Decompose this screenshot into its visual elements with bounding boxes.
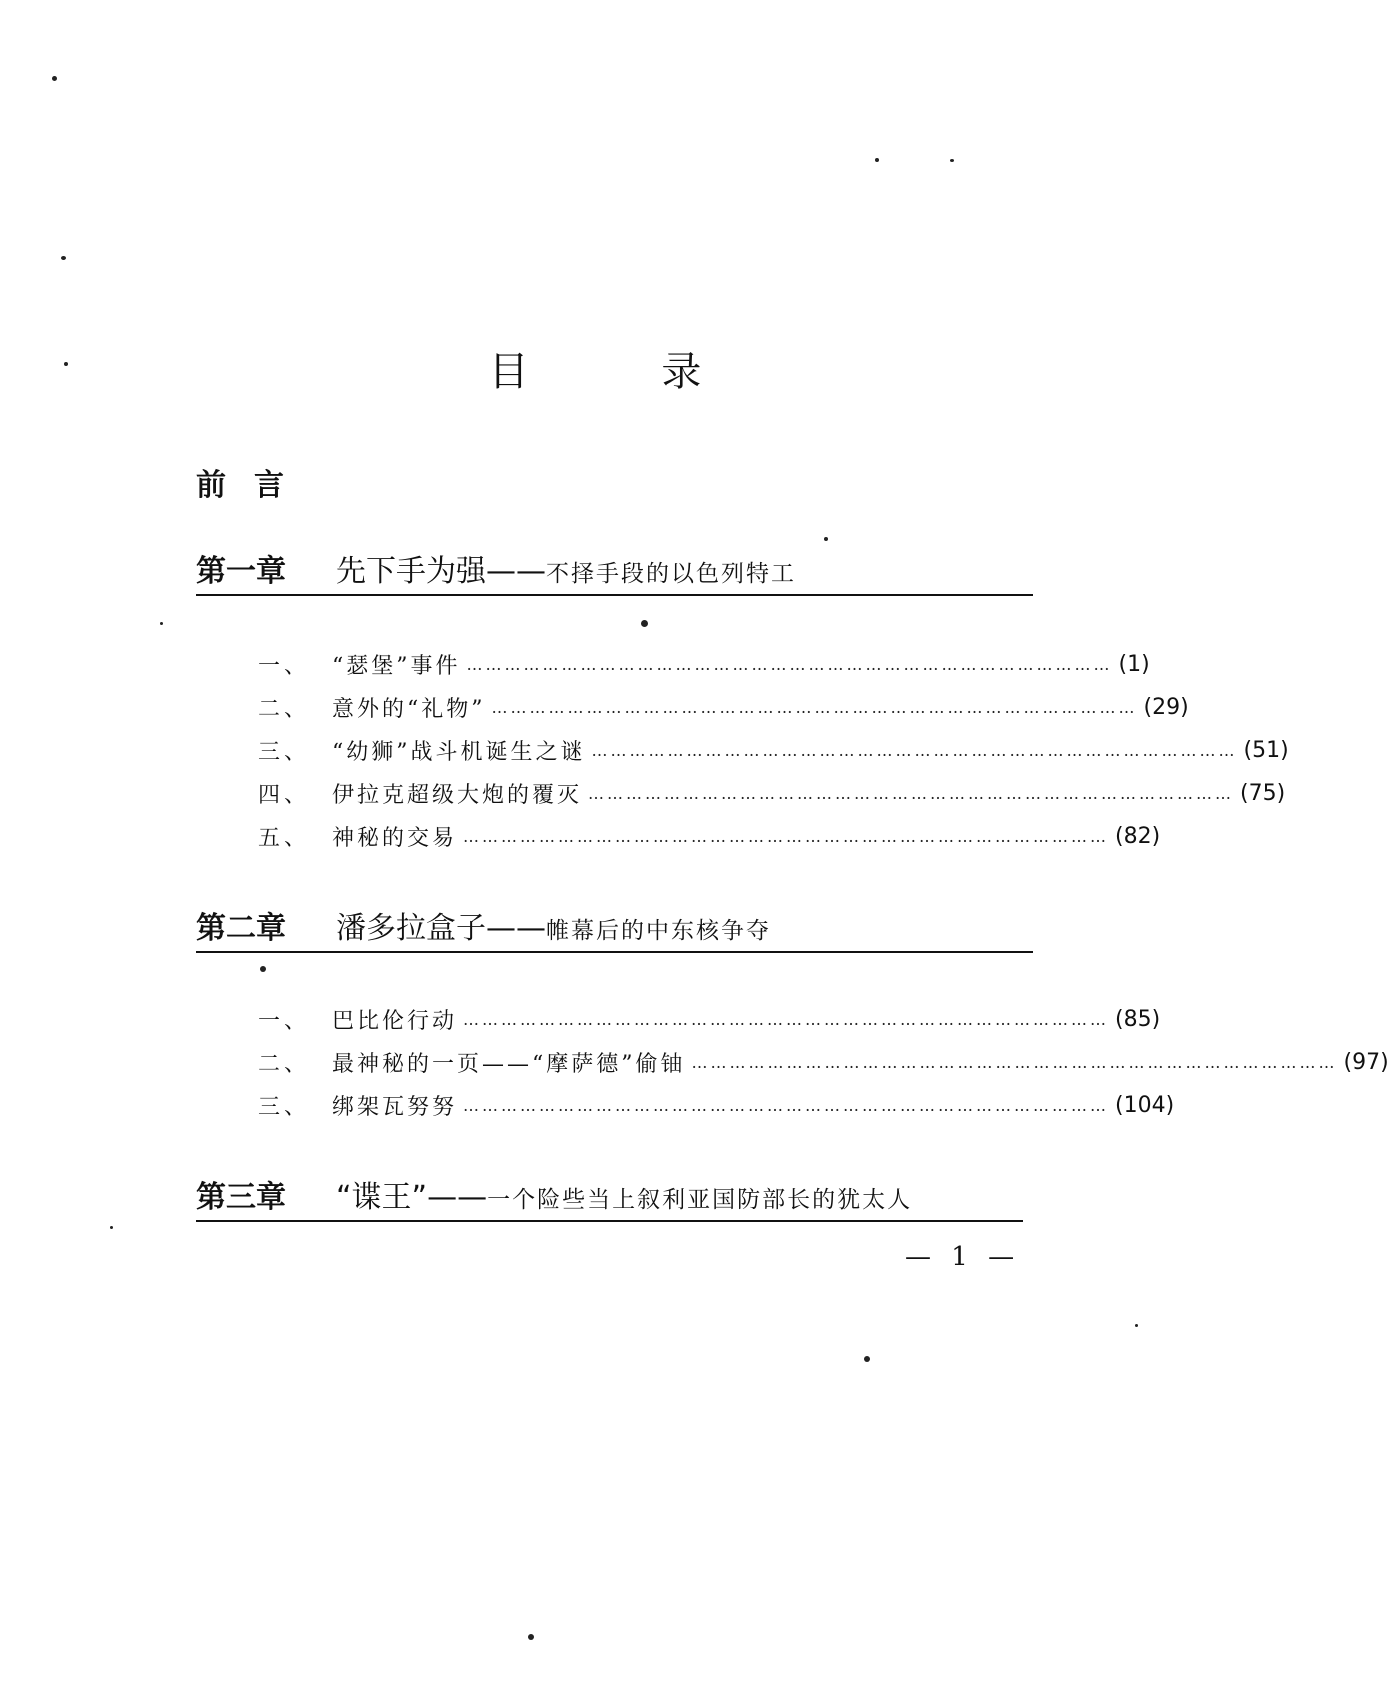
chapter-main-title: 先下手为强—— — [336, 554, 546, 589]
entry-page: (85) — [1115, 1007, 1161, 1032]
scan-speck — [528, 1634, 534, 1640]
chapter-number: 第二章 — [196, 911, 286, 946]
scan-speck — [864, 1356, 870, 1362]
entry-number: 三、 — [258, 1095, 311, 1120]
leader-dots: ………………………………………………………………………………………… — [463, 1009, 1110, 1029]
scan-speck — [61, 256, 66, 260]
chapter-main-title: 潘多拉盒子—— — [336, 911, 546, 946]
entry-number: 四、 — [258, 783, 311, 808]
toc-entry[interactable] — [258, 772, 1286, 815]
chapter-subtitle: 帷幕后的中东核争夺 — [546, 918, 771, 944]
entry-number: 二、 — [258, 1052, 311, 1077]
leader-dots: ………………………………………………………………………………………… — [463, 826, 1110, 846]
toc-entry[interactable] — [258, 998, 1161, 1041]
page-title: 目 录 — [488, 349, 762, 395]
entry-page: (104) — [1115, 1093, 1175, 1118]
entry-number: 三、 — [258, 740, 311, 765]
scan-speck — [110, 1226, 113, 1229]
leader-dots: ………………………………………………………………………………………… — [591, 740, 1238, 760]
entry-number: 二、 — [258, 697, 311, 722]
chapter-heading — [196, 909, 1033, 953]
leader-dots: ………………………………………………………………………………………… — [491, 697, 1138, 717]
scan-speck — [52, 76, 57, 81]
chapter-main-title: “谍王”—— — [336, 1180, 488, 1215]
entry-title: 伊拉克超级大炮的覆灭 — [332, 783, 583, 808]
leader-dots: ………………………………………………………………………………………… — [463, 1095, 1110, 1115]
page-number: — 1 — — [905, 1242, 1021, 1272]
scan-speck — [1135, 1324, 1138, 1327]
entry-page: (1) — [1118, 652, 1150, 677]
scan-speck — [260, 966, 266, 972]
scan-speck — [875, 158, 879, 162]
entry-page: (82) — [1115, 824, 1161, 849]
chapter-subtitle: 一个险些当上叙利亚国防部长的犹太人 — [487, 1187, 913, 1213]
leader-dots: ………………………………………………………………………………………… — [466, 654, 1113, 674]
entry-number: 五、 — [258, 826, 311, 851]
chapter-number: 第一章 — [196, 554, 286, 589]
toc-entry[interactable] — [258, 1041, 1389, 1084]
entry-number: 一、 — [258, 654, 311, 679]
leader-dots: ………………………………………………………………………………………… — [691, 1052, 1338, 1072]
entry-title: 巴比伦行动 — [332, 1009, 458, 1034]
toc-entry[interactable] — [258, 729, 1289, 772]
chapter-heading — [196, 552, 1033, 596]
entry-title: “瑟堡”事件 — [332, 654, 461, 679]
entry-page: (97) — [1343, 1050, 1389, 1075]
entry-title: 神秘的交易 — [332, 826, 458, 851]
entry-page: (29) — [1143, 695, 1189, 720]
leader-dots: ………………………………………………………………………………………… — [588, 783, 1235, 803]
chapter-number: 第三章 — [196, 1180, 286, 1215]
entry-title: 最神秘的一页——“摩萨德”偷铀 — [332, 1052, 686, 1077]
preface-heading: 前言 — [196, 468, 312, 503]
toc-list — [258, 643, 1289, 858]
entry-title: “幼狮”战斗机诞生之谜 — [332, 740, 586, 765]
chapter-heading — [196, 1178, 1023, 1222]
entry-number: 一、 — [258, 1009, 311, 1034]
toc-entry[interactable] — [258, 643, 1150, 686]
toc-entry[interactable] — [258, 1084, 1175, 1127]
entry-title: 意外的“礼物” — [332, 697, 486, 722]
scan-speck — [824, 537, 828, 541]
scan-speck — [160, 622, 163, 625]
scan-speck — [950, 159, 954, 162]
toc-list — [258, 998, 1389, 1127]
toc-entry[interactable] — [258, 686, 1189, 729]
entry-page: (51) — [1243, 738, 1289, 763]
entry-page: (75) — [1240, 781, 1286, 806]
toc-entry[interactable] — [258, 815, 1161, 858]
chapter-subtitle: 不择手段的以色列特工 — [546, 561, 796, 587]
entry-title: 绑架瓦努努 — [332, 1095, 458, 1120]
scan-speck — [641, 620, 648, 627]
